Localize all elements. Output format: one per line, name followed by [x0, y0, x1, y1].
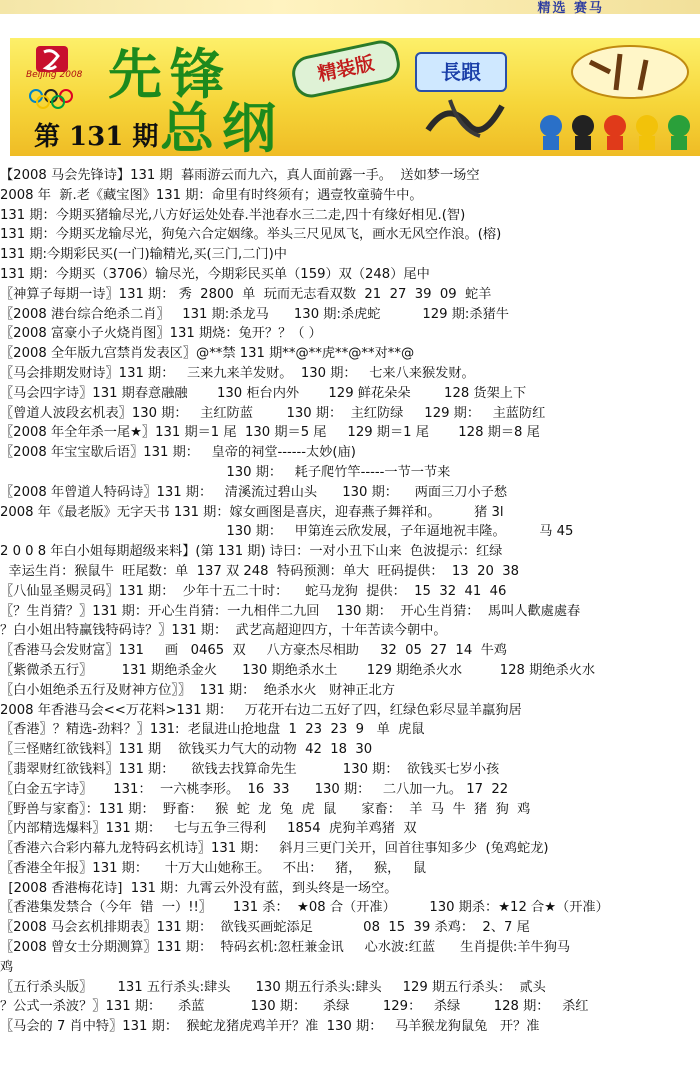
- text-line: 131 期：今期买龙输尽光，狗兔六合定姻缘。举头三尺见凤飞，画水无风空作浪。(榕): [0, 227, 502, 243]
- text-line: 〖2008 港台综合绝杀二肖〗 131 期:杀龙马 130 期:杀虎蛇 129 期:杀猪牛: [0, 306, 509, 322]
- text-line: 2008 年 新.老《藏宝图》131 期：命里有时终须有；遇壹牧童骑牛中。: [0, 187, 423, 203]
- text-line: 〖内部精选爆料〗131 期： 七与五争三得利 1854 虎狗羊鸡猪 双: [0, 821, 417, 837]
- top-strip-text: 精选 赛马: [537, 1, 604, 14]
- edition-tag: 精装版: [289, 38, 403, 101]
- issue-label: 第 131 期: [34, 122, 159, 152]
- text-line: 〖2008 年曾道人特码诗〗131 期： 清溪流过碧山头 130 期： 两面三刀小子愁: [0, 484, 508, 500]
- text-line: 〖神算子每期一诗〗131 期： 秀 2800 单 玩而无志看双数 21 27 39 09 蛇羊: [0, 286, 492, 302]
- forecast-text-list: [0, 166, 700, 1037]
- olympic-logo-icon: [24, 44, 84, 122]
- text-line: 〖2008 富豪小子火烧肖图〗131 期烧：兔开？？（ ）: [0, 326, 322, 342]
- text-line: 〖翡翠财红欲钱料〗131 期： 欲钱去找算命先生 130 期： 欲钱买七岁小孩: [0, 761, 500, 777]
- text-line: 【2008 马会先锋诗】131 期 暮雨游云而九六，真人面前露一手。 送如梦一场空: [0, 168, 480, 183]
- decorative-title-art-icon: [510, 42, 690, 102]
- text-line: 幸运生肖：猴鼠牛 旺尾数：单 137 双 248 特码预测：单大 旺码提供： 13 20 38: [0, 563, 520, 579]
- text-line: 〖2008 曾女士分期测算〗131 期： 特码玄机:忽枉兼金讯 心水波:红蓝 生肖提供:羊牛狗马: [0, 940, 571, 956]
- text-line: 〖马会四字诗〗131 期春意融融 130 柜台内外 129 鲜花朵朵 128 货架上下: [0, 385, 527, 401]
- text-line: 〖2008 马会玄机排期表〗131 期： 欲钱买画蛇添足 08 15 39 杀鸡： 2、7 尾: [0, 920, 530, 936]
- text-line: 〖五行杀头版〗 131 五行杀头:肆头 130 期五行杀头:肆头 129 期五行杀头： 贰头: [0, 979, 546, 995]
- text-line: 〖香港集发禁合（今年 错 一）!!〗 131 杀： ★08 合（开准） 130 期杀：★12 合★（开准）: [0, 900, 609, 916]
- text-line: ？公式一杀波？〗131 期： 杀蓝 130 期： 杀绿 129： 杀绿 128 期： 杀红: [0, 999, 589, 1015]
- header-banner: [10, 38, 700, 156]
- text-line: 〖八仙显圣赐灵码〗131 期： 少年十五二十时： 蛇马龙狗 提供： 15 32 41 46: [0, 583, 507, 599]
- text-line: ？白小姐出特赢钱特码诗？〗131 期： 武艺高超迎四方，十年苦读今朝中。: [0, 623, 447, 639]
- text-line: 131 期:今期彩民买(一门)输精光,买(三门,二门)中: [0, 247, 287, 263]
- text-line: 2008 年《最老版》无字天书 131 期：嫁女画图是喜庆，迎春燕子舞祥和。 猪 3l: [0, 504, 504, 520]
- text-line: 〖白金五字诗〗 131： 一六桃李形。 16 33 130 期： 二八加一九。 17 22: [0, 781, 509, 797]
- text-line: 2 0 0 8 年白小姐每期超级来料】(第 131 期) 诗曰：一对小丑下山来 色波提示：红绿: [0, 544, 503, 560]
- text-line: 〖2008 年宝宝歇后语〗131 期： 皇帝的祠堂------太妙(庙): [0, 445, 356, 461]
- text-line: 〖2008 年全年杀一尾★〗131 期＝1 尾 130 期＝5 尾 129 期＝1 尾 128 期＝8 尾: [0, 425, 540, 441]
- calligraphy-deco-icon: [420, 90, 520, 146]
- text-line: 〖白小姐绝杀五行及财神方位〗〗 131 期： 绝杀水火 财神正北方: [0, 682, 395, 698]
- text-line: 130 期： 耗子爬竹竿-----一节一节来: [0, 464, 451, 480]
- text-line: 鸡: [0, 959, 14, 975]
- text-line: 〖？生肖猜？〗131 期：开心生肖猜：一九相伴二九回 130 期： 开心生肖猜： 馬叫人歡處處春: [0, 603, 581, 619]
- text-line: [2008 香港梅花诗] 131 期：九霄云外没有蓝，到头终是一场空。: [0, 880, 398, 896]
- text-line: 〖香港六合彩内幕九龙特码玄机诗〗131 期： 斜月三更门关开，回首往事知多少 (兔鸡蛇龙): [0, 841, 549, 857]
- text-line: 2008 年香港马会<<万花料>131 期： 万花开右边二五好了四，红绿色彩尽显羊羸狗居: [0, 702, 522, 718]
- text-line: 〖香港全年报〗131 期： 十万大山她称王。 不出： 猪， 猴， 鼠: [0, 860, 427, 876]
- text-line: 〖曾道人波段玄机表〗130 期： 主红防蓝 130 期： 主红防绿 129 期： 主蓝防红: [0, 405, 546, 421]
- title-line-1: 先锋: [108, 42, 232, 106]
- text-line: 〖2008 全年版九宫禁肖发表区〗@**禁 131 期**@**虎**@**对**@: [0, 346, 415, 362]
- text-line: 131 期：今期买猪输尽光,八方好运处处春.半池春水三二走,四十有缘好相见.(智): [0, 207, 466, 223]
- text-line: 〖马会的 7 肖中特〗131 期： 猴蛇龙猪虎鸡羊开？准 130 期： 马羊猴龙狗鼠兔 开？准: [0, 1019, 540, 1035]
- text-line: 131 期：今期买（3706）输尽光，今期彩民买单（159）双（248）尾中: [0, 266, 430, 282]
- top-strip: [0, 0, 700, 14]
- title-line-2: 总纲: [160, 96, 284, 156]
- text-line: 130 期： 甲第连云欣发展，子年逼地祝丰隆。 马 45: [0, 524, 574, 540]
- text-line: 〖野兽与家畜〗：131 期： 野畜： 猴 蛇 龙 兔 虎 鼠 家畜： 羊 马 牛 猪 狗 鸡: [0, 801, 531, 817]
- text-line: 〖香港马会发财富〗131 画 0465 双 八方豪杰尽相助 32 05 27 14 牛鸡: [0, 643, 507, 659]
- text-line: 〖紫微杀五行〗 131 期绝杀金火 130 期绝杀水土 129 期绝杀火水 128 期绝杀火水: [0, 662, 596, 678]
- follow-tag: 長跟: [415, 52, 507, 92]
- text-line: 〖香港〗？精选-劲料？〗131: 老鼠进山抢地盘 1 23 23 9 单 虎鼠: [0, 722, 425, 738]
- olympic-text: Beijing 2008: [26, 70, 83, 80]
- text-line: 〖马会排期发财诗〗131 期： 三来九来羊发财。 130 期： 七来八来猴发财。: [0, 365, 475, 381]
- mascots-icon: [535, 108, 695, 154]
- text-line: 〖三怪赌红欲钱料〗131 期 欲钱买力气大的动物 42 18 30: [0, 742, 373, 758]
